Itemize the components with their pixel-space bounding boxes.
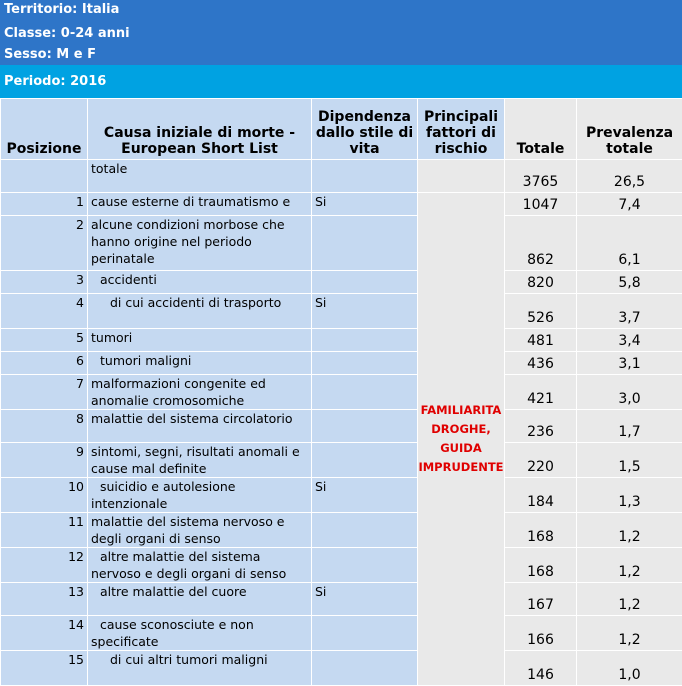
row-cause: di cui accidenti di trasporto: [91, 295, 281, 310]
row-prevalence: 1,2: [577, 548, 682, 583]
row-position: 8: [1, 410, 88, 443]
row-position: 5: [1, 329, 88, 352]
row-dependency: [312, 216, 418, 271]
row-dependency: [312, 271, 418, 294]
row-position: 4: [1, 294, 88, 329]
col-header-prevalenza: Prevalenza totale: [577, 99, 682, 160]
row-dependency: Si: [312, 583, 418, 616]
row-prevalence: 7,4: [577, 193, 682, 216]
row-dependency: [312, 443, 418, 478]
table-row: [1, 216, 682, 271]
row-position: 12: [1, 548, 88, 583]
row-total: 146: [505, 651, 577, 686]
row-cause: tumori: [88, 329, 312, 352]
row-prevalence: 6,1: [577, 216, 682, 271]
row-cause: sintomi, segni, risultati anomali e cause mal definite: [88, 443, 312, 478]
table-row: [1, 294, 682, 329]
row-prevalence: 1,2: [577, 513, 682, 548]
row-dependency: [312, 616, 418, 651]
col-header-dipendenza: Dipendenza dallo stile di vita: [312, 99, 418, 160]
row-prevalence: 26,5: [577, 160, 682, 193]
table-row: [1, 352, 682, 375]
row-dependency: [312, 651, 418, 686]
table-row: [1, 443, 682, 478]
mortality-table: [0, 98, 682, 686]
row-dependency: [312, 513, 418, 548]
row-position: 11: [1, 513, 88, 548]
row-prevalence: 1,5: [577, 443, 682, 478]
table-row: [1, 478, 682, 513]
row-prevalence: 1,2: [577, 583, 682, 616]
row-dependency: [312, 329, 418, 352]
table-row: [1, 651, 682, 686]
filter-periodo: Periodo: 2016: [0, 65, 682, 98]
row-risk-factors-empty: [418, 160, 505, 193]
row-total: 167: [505, 583, 577, 616]
row-position: 14: [1, 616, 88, 651]
col-header-causa: Causa iniziale di morte - European Short List: [88, 99, 312, 160]
row-total: 168: [505, 513, 577, 548]
row-dependency: Si: [312, 193, 418, 216]
row-total: 421: [505, 375, 577, 410]
row-dependency: [312, 410, 418, 443]
row-total: 481: [505, 329, 577, 352]
filter-territorio: Territorio: Italia: [0, 0, 682, 23]
row-position: 15: [1, 651, 88, 686]
table-row: [1, 583, 682, 616]
row-total: 3765: [505, 160, 577, 193]
row-prevalence: 3,4: [577, 329, 682, 352]
row-position: 6: [1, 352, 88, 375]
row-cause: altre malattie del sistema nervoso e degli organi di senso: [91, 549, 286, 581]
risk-factors-cell: FAMILIARITA DROGHE, GUIDA IMPRUDENTE: [418, 193, 505, 686]
table-row: [1, 329, 682, 352]
row-cause: di cui altri tumori maligni: [91, 652, 268, 667]
row-cause: malformazioni congenite ed anomalie cromosomiche: [88, 375, 312, 410]
row-position: 3: [1, 271, 88, 294]
row-cause: totale: [88, 160, 312, 193]
row-prevalence: 3,1: [577, 352, 682, 375]
table-row: [1, 548, 682, 583]
row-total: 220: [505, 443, 577, 478]
row-total: 166: [505, 616, 577, 651]
row-total: 436: [505, 352, 577, 375]
row-dependency: Si: [312, 294, 418, 329]
row-total: 236: [505, 410, 577, 443]
table-row: [1, 375, 682, 410]
row-cause: accidenti: [91, 272, 157, 287]
row-cause: malattie del sistema circolatorio: [88, 410, 312, 443]
row-prevalence: 1,7: [577, 410, 682, 443]
col-header-fattori: Principali fattori di rischio: [418, 99, 505, 160]
table-row: [1, 616, 682, 651]
row-cause: malattie del sistema nervoso e degli organi di senso: [88, 513, 312, 548]
row-position: 10: [1, 478, 88, 513]
col-header-posizione: Posizione: [1, 99, 88, 160]
row-total: 1047: [505, 193, 577, 216]
row-prevalence: 5,8: [577, 271, 682, 294]
row-cause: cause esterne di traumatismo e: [91, 193, 311, 210]
row-prevalence: 3,7: [577, 294, 682, 329]
row-position: 13: [1, 583, 88, 616]
row-dependency: [312, 352, 418, 375]
row-position: [1, 160, 88, 193]
row-dependency: Si: [312, 478, 418, 513]
row-dependency: [312, 548, 418, 583]
row-position: 9: [1, 443, 88, 478]
row-dependency: [312, 160, 418, 193]
row-total: 184: [505, 478, 577, 513]
row-cause: tumori maligni: [91, 353, 191, 368]
row-total: 862: [505, 216, 577, 271]
table-row: [1, 160, 682, 193]
row-position: 1: [1, 193, 88, 216]
row-cause: altre malattie del cuore: [91, 584, 247, 599]
row-total: 168: [505, 548, 577, 583]
col-header-totale: Totale: [505, 99, 577, 160]
filter-sesso: Sesso: M e F: [0, 44, 682, 65]
row-position: 7: [1, 375, 88, 410]
row-cause: cause sconosciute e non specificate: [91, 617, 254, 649]
row-prevalence: 1,0: [577, 651, 682, 686]
row-cause: suicidio e autolesione intenzionale: [91, 479, 236, 511]
row-prevalence: 1,2: [577, 616, 682, 651]
table-row: [1, 271, 682, 294]
row-dependency: [312, 375, 418, 410]
row-position: 2: [1, 216, 88, 271]
row-total: 820: [505, 271, 577, 294]
row-prevalence: 1,3: [577, 478, 682, 513]
row-cause: alcune condizioni morbose che hanno origine nel periodo perinatale: [88, 216, 312, 271]
filter-classe: Classe: 0-24 anni: [0, 23, 682, 44]
table-row: [1, 193, 682, 216]
row-total: 526: [505, 294, 577, 329]
table-row: [1, 513, 682, 548]
table-row: [1, 410, 682, 443]
row-prevalence: 3,0: [577, 375, 682, 410]
